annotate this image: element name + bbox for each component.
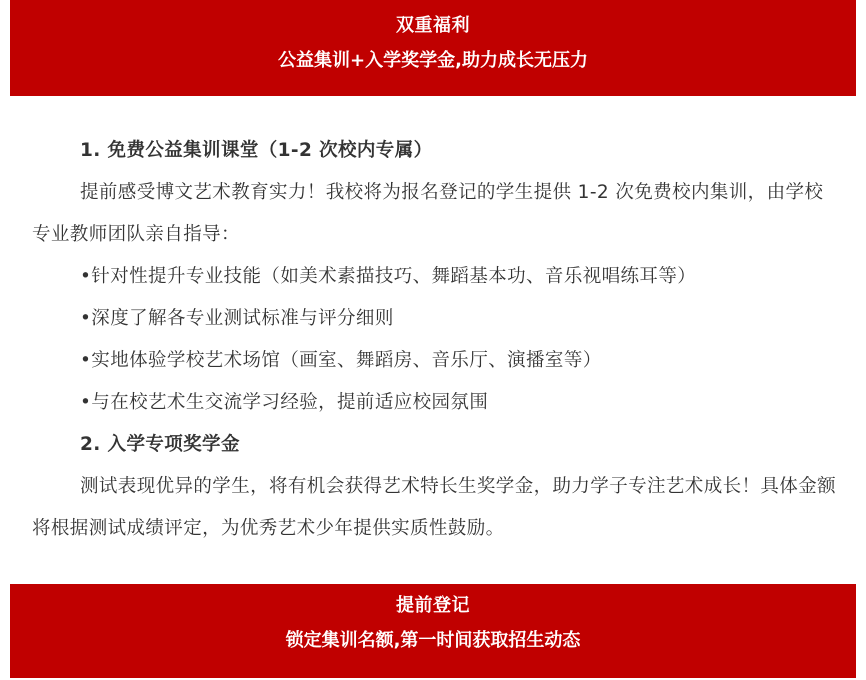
section2-body: 测试表现优异的学生，将有机会获得艺术特长生奖学金，助力学子专注艺术成长！具体金额将根据测试成绩评定，为优秀艺术少年提供实质性鼓励。 <box>32 476 837 539</box>
section1-bullet-1: •针对性提升专业技能（如美术素描技巧、舞蹈基本功、音乐视唱练耳等） <box>80 266 697 287</box>
section1-heading: 1. 免费公益集训课堂（1-2 次校内专属） <box>80 140 433 161</box>
section1-bullet-4: •与在校艺术生交流学习经验，提前适应校园氛围 <box>80 392 489 413</box>
top-banner <box>10 0 856 96</box>
section1-bullet-2: •深度了解各专业测试标准与评分细则 <box>80 308 394 329</box>
top-banner-subtitle: 公益集训+入学奖学金,助力成长无压力 <box>278 50 588 71</box>
section2-heading: 2. 入学专项奖学金 <box>80 434 240 455</box>
bottom-banner <box>10 584 856 678</box>
bottom-banner-title: 提前登记 <box>396 595 470 616</box>
section1-bullet-3: •实地体验学校艺术场馆（画室、舞蹈房、音乐厅、演播室等） <box>80 350 602 371</box>
article-content <box>32 130 836 550</box>
bottom-banner-subtitle: 锁定集训名额,第一时间获取招生动态 <box>285 630 581 651</box>
section1-intro: 提前感受博文艺术教育实力！我校将为报名登记的学生提供 1-2 次免费校内集训，由学校专业教师团队亲自指导： <box>32 182 824 245</box>
top-banner-title: 双重福利 <box>396 15 470 36</box>
